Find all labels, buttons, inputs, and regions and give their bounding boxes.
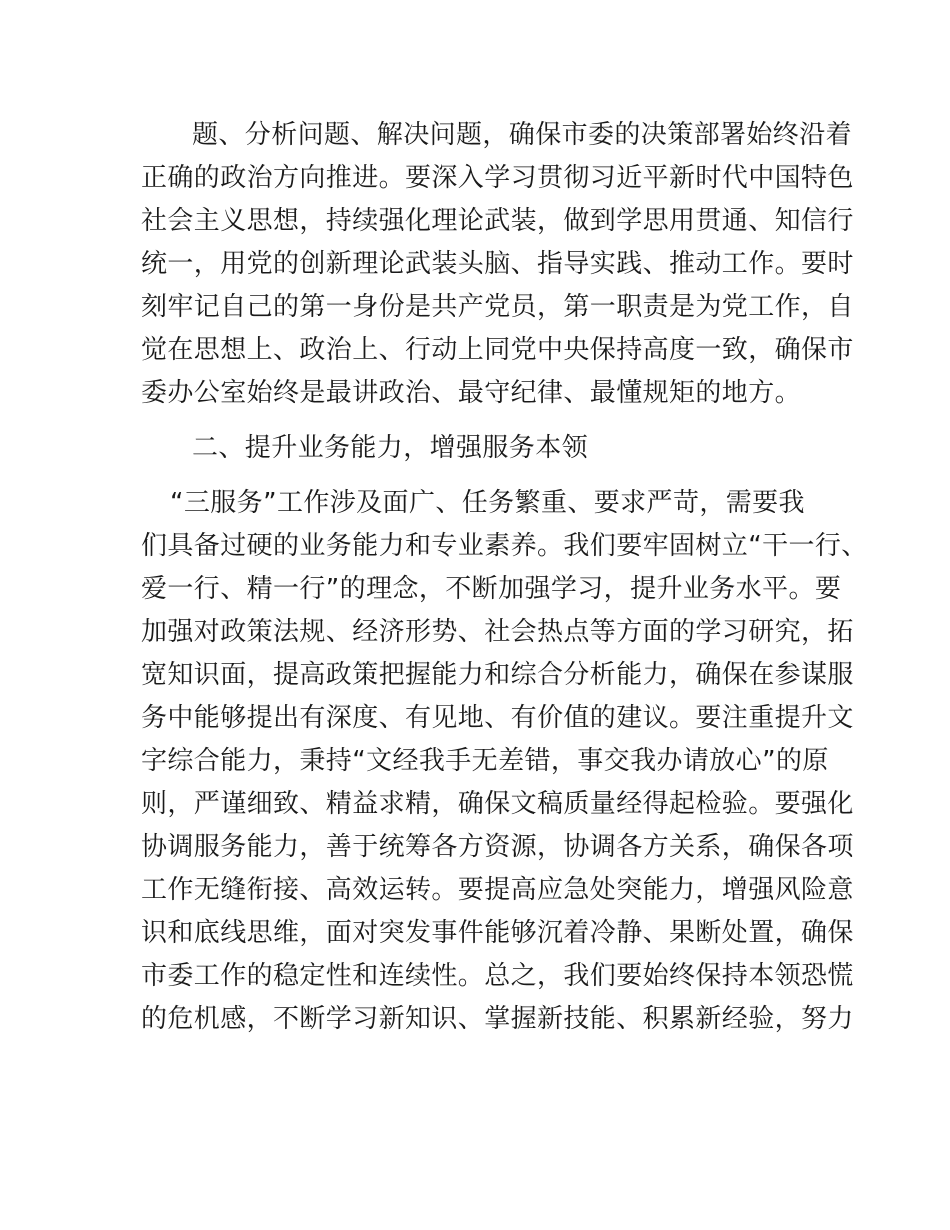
paragraph-2-line-9: 协调服务能力，善于统筹各方资源，协调各方关系，确保各项	[141, 832, 854, 862]
section-heading: 二、提升业务能力，增强服务本领	[192, 433, 589, 463]
paragraph-2-line-8: 则，严谨细致、精益求精，确保文稿质量经得起检验。要强化	[141, 789, 854, 819]
paragraph-2-line-13: 的危机感，不断学习新知识、掌握新技能、积累新经验，努力	[141, 1004, 854, 1034]
paragraph-1-line-5: 刻牢记自己的第一身份是共产党员，第一职责是为党工作，自	[141, 292, 854, 322]
paragraph-2-line-11: 识和底线思维，面对突发事件能够沉着冷静、果断处置，确保	[141, 918, 854, 948]
paragraph-1-line-7: 委办公室始终是最讲政治、最守纪律、最懂规矩的地方。	[141, 378, 802, 408]
paragraph-1-line-3: 社会主义思想，持续强化理论武装，做到学思用贯通、知信行	[141, 206, 854, 236]
paragraph-1-line-6: 觉在思想上、政治上、行动上同党中央保持高度一致，确保市	[141, 335, 854, 365]
paragraph-2-line-5: 宽知识面，提高政策把握能力和综合分析能力，确保在参谋服	[141, 660, 854, 690]
paragraph-2-line-1: “三服务”工作涉及面广、任务繁重、要求严苛，需要我	[170, 488, 805, 518]
paragraph-2-line-6: 务中能够提出有深度、有见地、有价值的建议。要注重提升文	[141, 703, 854, 733]
paragraph-2-line-2: 们具备过硬的业务能力和专业素养。我们要牢固树立“干一行、	[141, 531, 868, 561]
paragraph-1-line-4: 统一，用党的创新理论武装头脑、指导实践、推动工作。要时	[141, 249, 854, 279]
paragraph-2-line-4: 加强对政策法规、经济形势、社会热点等方面的学习研究，拓	[141, 617, 854, 647]
paragraph-2-line-7: 字综合能力，秉持“文经我手无差错，事交我办请放心”的原	[141, 746, 829, 776]
paragraph-1-line-2: 正确的政治方向推进。要深入学习贯彻习近平新时代中国特色	[141, 163, 854, 193]
paragraph-2-line-12: 市委工作的稳定性和连续性。总之，我们要始终保持本领恐慌	[141, 961, 854, 991]
paragraph-1-line-1: 题、分析问题、解决问题，确保市委的决策部署始终沿着	[192, 120, 853, 150]
paragraph-2-line-10: 工作无缝衔接、高效运转。要提高应急处突能力，增强风险意	[141, 875, 854, 905]
paragraph-2-line-3: 爱一行、精一行”的理念，不断加强学习，提升业务水平。要	[141, 574, 842, 604]
